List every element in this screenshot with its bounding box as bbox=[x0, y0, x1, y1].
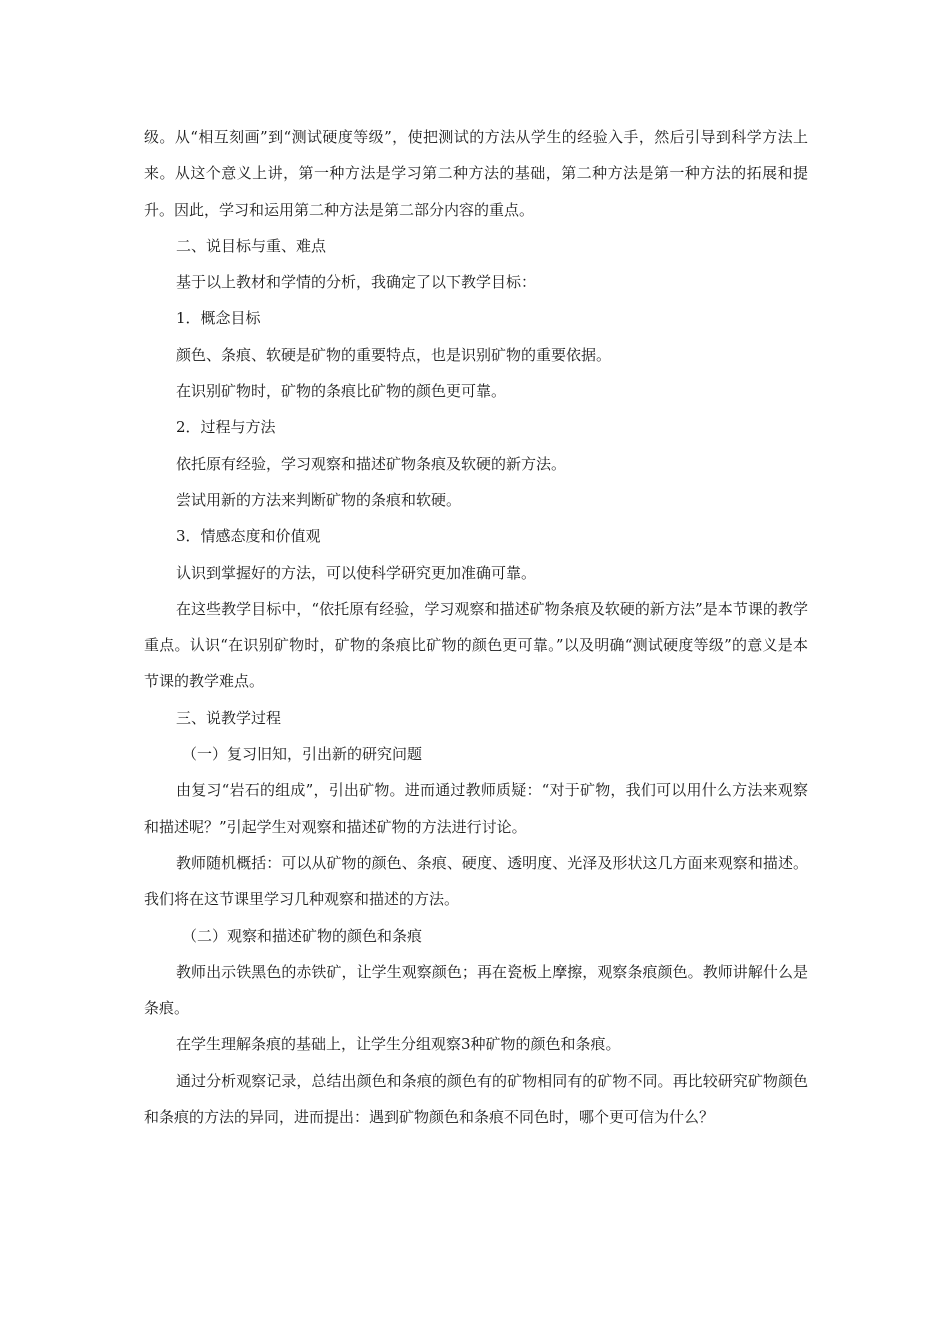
paragraph: 在识别矿物时，矿物的条痕比矿物的颜色更可靠。 bbox=[176, 382, 507, 401]
subheading-process-methods: 2．过程与方法 bbox=[176, 418, 276, 437]
subheading-review: （一）复习旧知，引出新的研究问题 bbox=[182, 745, 423, 764]
paragraph: 依托原有经验，学习观察和描述矿物条痕及软硬的新方法。 bbox=[176, 454, 567, 473]
section-heading-3: 三、说教学过程 bbox=[176, 708, 282, 727]
paragraph: 在学生理解条痕的基础上，让学生分组观察3种矿物的颜色和条痕。 bbox=[176, 1035, 621, 1054]
paragraph: 在这些教学目标中，“依托原有经验，学习观察和描述矿物条痕及软硬的新方法”是本节课的教学重点。认识“在识别矿物时，矿物的条痕比矿物的颜色更可靠。”以及明确“测试硬度等级”的意义是本节课的教学难点。 bbox=[144, 599, 808, 691]
paragraph: 认识到掌握好的方法，可以使科学研究更加准确可靠。 bbox=[176, 563, 537, 582]
paragraph: 教师出示铁黑色的赤铁矿，让学生观察颜色；再在瓷板上摩擦，观察条痕颜色。教师讲解什么是条痕。 bbox=[144, 962, 808, 1018]
paragraph: 由复习“岩石的组成”，引出矿物。进而通过教师质疑：“对于矿物，我们可以用什么方法来观察和描述呢？”引起学生对观察和描述矿物的方法进行讨论。 bbox=[144, 781, 808, 836]
section-heading-2: 二、说目标与重、难点 bbox=[176, 236, 327, 255]
subheading-attitudes-values: 3．情感态度和价值观 bbox=[176, 527, 321, 546]
paragraph: 尝试用新的方法来判断矿物的条痕和软硬。 bbox=[176, 490, 462, 509]
paragraph: 基于以上教材和学情的分析，我确定了以下教学目标： bbox=[176, 273, 537, 292]
paragraph-continuation: 级。从“相互刻画”到“测试硬度等级”，使把测试的方法从学生的经验入手，然后引导到科学方法上来。从这个意义上讲，第一种方法是学习第二种方法的基础，第二种方法是第一种方法的拓展和提升。因此，学习和运用第二种方法是第二部分内容的重点。 bbox=[144, 128, 808, 219]
document-body bbox=[144, 119, 808, 1135]
subheading-color-streak: （二）观察和描述矿物的颜色和条痕 bbox=[182, 926, 423, 945]
paragraph: 通过分析观察记录，总结出颜色和条痕的颜色有的矿物相同有的矿物不同。再比较研究矿物颜色和条痕的方法的异同，进而提出：遇到矿物颜色和条痕不同色时，哪个更可信为什么？ bbox=[144, 1071, 808, 1127]
subheading-concept-goals: 1．概念目标 bbox=[176, 309, 261, 328]
paragraph: 教师随机概括：可以从矿物的颜色、条痕、硬度、透明度、光泽及形状这几方面来观察和描述。我们将在这节课里学习几种观察和描述的方法。 bbox=[144, 853, 808, 909]
paragraph: 颜色、条痕、软硬是矿物的重要特点，也是识别矿物的重要依据。 bbox=[176, 345, 612, 364]
